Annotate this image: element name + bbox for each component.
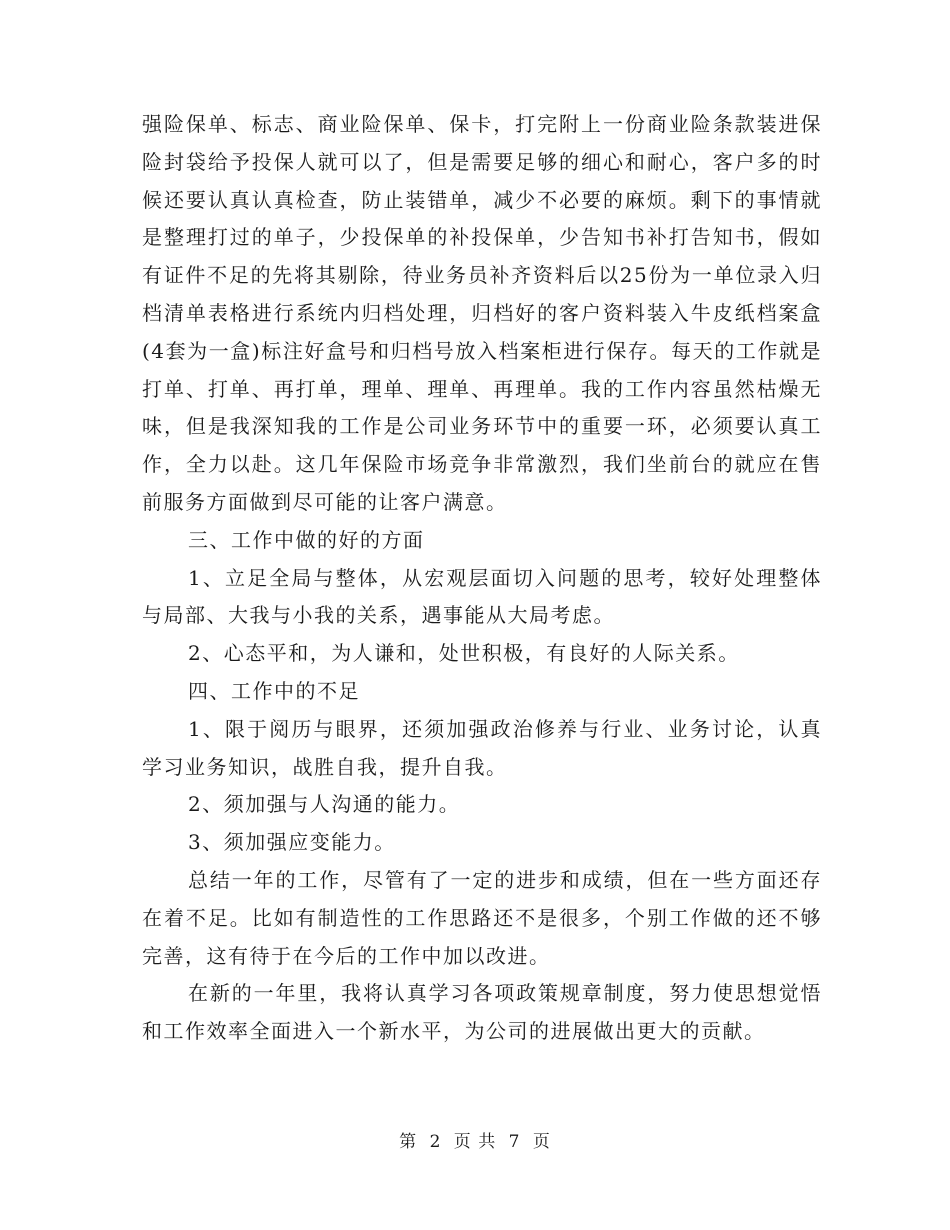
paragraph-strength-1: 1、立足全局与整体，从宏观层面切入问题的思考，较好处理整体与局部、大我与小我的关系，遇事能从大局考虑。 xyxy=(142,565,822,628)
paragraph-weakness-1: 1、限于阅历与眼界，还须加强政治修养与行业、业务讨论，认真学习业务知识，战胜自我，提升自我。 xyxy=(142,716,822,779)
total-page-count: 7 xyxy=(508,1132,521,1152)
footer-prefix: 第 xyxy=(399,1132,418,1152)
document-body xyxy=(142,106,822,1051)
footer-suffix: 页 xyxy=(532,1132,551,1152)
section-heading-weaknesses: 四、工作中的不足 xyxy=(188,678,360,703)
paragraph-weakness-2: 2、须加强与人沟通的能力。 xyxy=(188,792,461,817)
paragraph-insurance-filing: 强险保单、标志、商业险保单、保卡，打完附上一份商业险条款装进保险封袋给予投保人就可以了，但是需要足够的细心和耐心，客户多的时候还要认真认真检查，防止装错单，减少不必要的麻烦。剩下的事情就是整理打过的单子，少投保单的补投保单，少告知书补打告知书，假如有证件不足的先将其剔除，待业务员补齐资料后以25份为一单位录入归档清单表格进行系统内归档处理，归档好的客户资料装入牛皮纸档案盒(4套为一盒)标注好盒号和归档号放入档案柜进行保存。每天的工作就是打单、打单、再打单，理单、理单、再理单。我的工作内容虽然枯燥无味，但是我深知我的工作是公司业务环节中的重要一环，必须要认真工作，全力以赴。这几年保险市场竞争非常激烈，我们坐前台的就应在售前服务方面做到尽可能的让客户满意。 xyxy=(142,112,822,514)
footer-middle: 页 共 xyxy=(453,1132,497,1152)
paragraph-new-year-plan: 在新的一年里，我将认真学习各项政策规章制度，努力使思想觉悟和工作效率全面进入一个新水平，为公司的进展做出更大的贡献。 xyxy=(142,981,822,1044)
page-footer xyxy=(0,1127,950,1152)
current-page-number: 2 xyxy=(429,1132,442,1152)
section-heading-strengths: 三、工作中做的好的方面 xyxy=(188,527,425,552)
paragraph-weakness-3: 3、须加强应变能力。 xyxy=(188,830,396,855)
paragraph-strength-2: 2、心态平和，为人谦和，处世积极，有良好的人际关系。 xyxy=(188,641,740,666)
paragraph-summary: 总结一年的工作，尽管有了一定的进步和成绩，但在一些方面还存在着不足。比如有制造性的工作思路还不是很多，个别工作做的还不够完善，这有待于在今后的工作中加以改进。 xyxy=(142,867,822,968)
